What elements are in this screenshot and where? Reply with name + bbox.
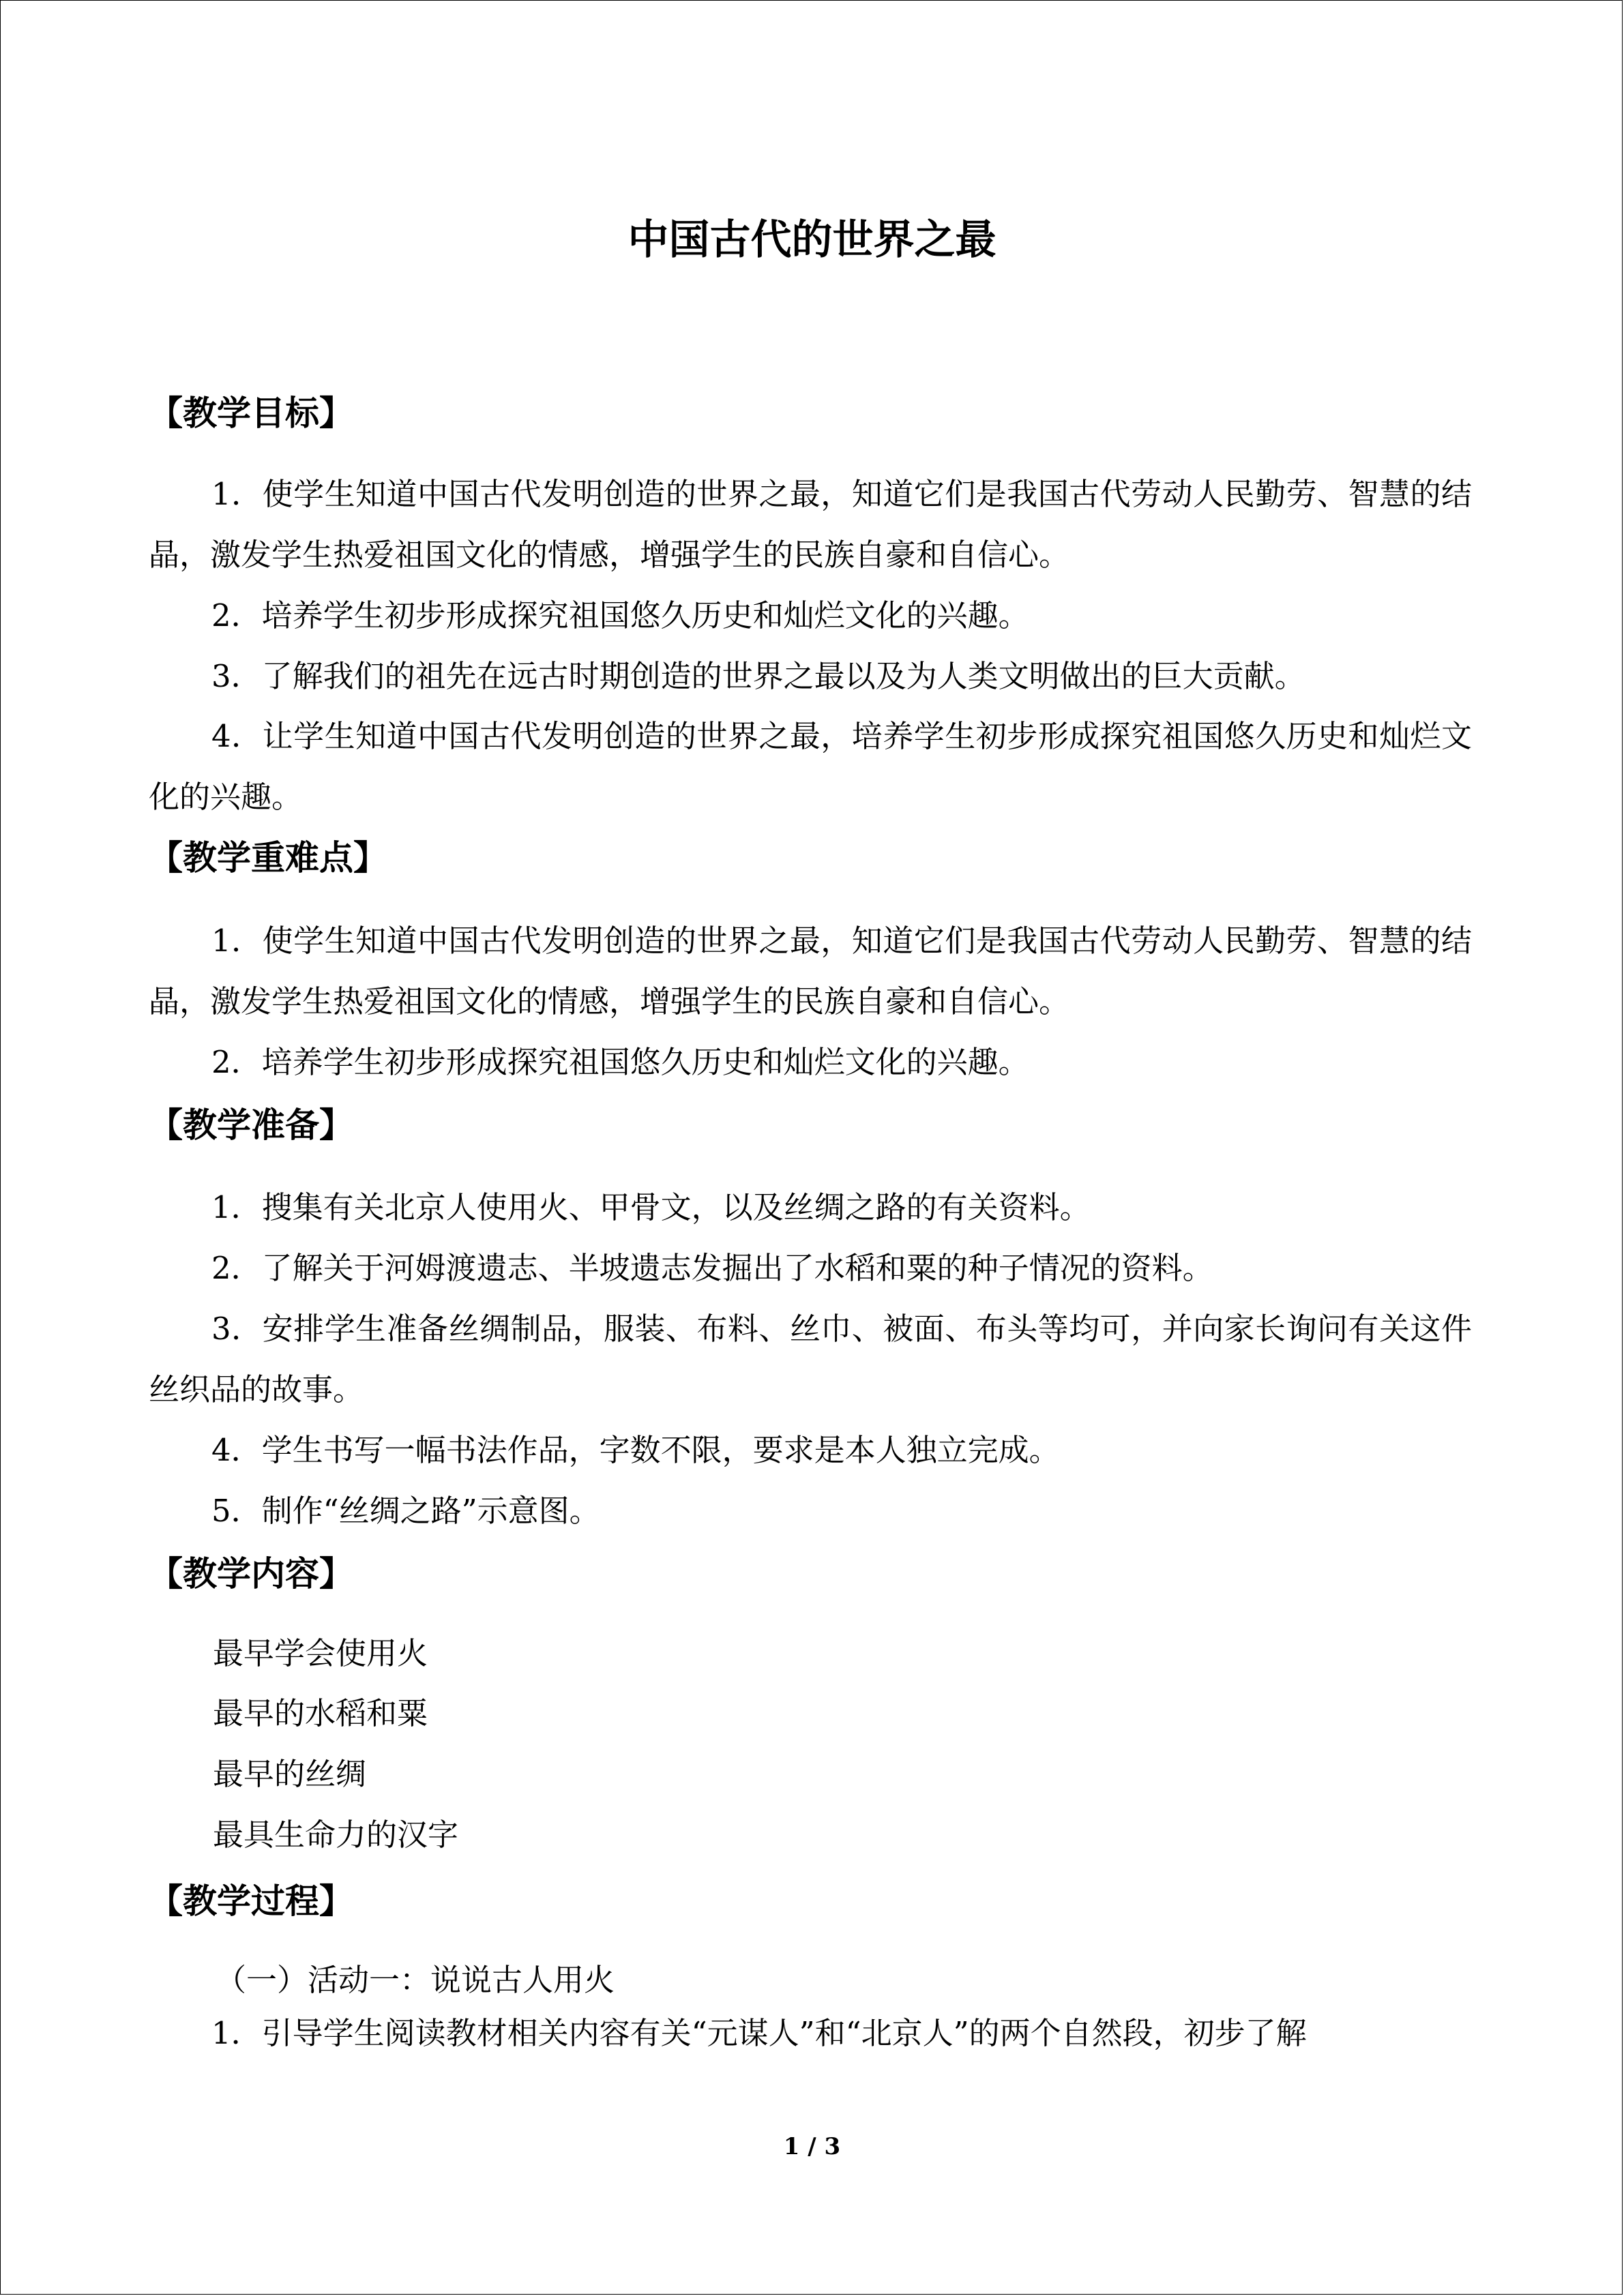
content-item-3: 最早的丝绸	[213, 1756, 367, 1792]
section-heading-content: 【教学内容】	[149, 1554, 353, 1594]
document-title: 中国古代的世界之最	[628, 216, 996, 264]
section-heading-goals: 【教学目标】	[149, 393, 353, 433]
key-points-paragraph-1: 1．使学生知道中国古代发明创造的世界之最，知道它们是我国古代劳动人民勤劳、智慧的结晶，激发学生热爱祖国文化的情感，增强学生的民族自豪和自信心。	[149, 923, 1472, 1019]
section-heading-key-points: 【教学重难点】	[149, 838, 387, 878]
goals-paragraph-3: 3．了解我们的祖先在远古时期创造的世界之最以及为人类文明做出的巨大贡献。	[211, 658, 1305, 694]
process-activity-heading: （一）活动一：说说古人用火	[216, 1962, 615, 1998]
preparation-paragraph-1: 1．搜集有关北京人使用火、甲骨文，以及丝绸之路的有关资料。	[211, 1189, 1091, 1225]
content-item-1: 最早学会使用火	[213, 1635, 428, 1671]
section-heading-process: 【教学过程】	[149, 1881, 353, 1921]
preparation-paragraph-4: 4．学生书写一幅书法作品，字数不限，要求是本人独立完成。	[211, 1432, 1060, 1468]
goals-paragraph-1: 1．使学生知道中国古代发明创造的世界之最，知道它们是我国古代劳动人民勤劳、智慧的结晶，激发学生热爱祖国文化的情感，增强学生的民族自豪和自信心。	[149, 476, 1472, 573]
goals-paragraph-4: 4．让学生知道中国古代发明创造的世界之最，培养学生初步形成探究祖国悠久历史和灿烂文化的兴趣。	[149, 718, 1472, 815]
section-heading-preparation: 【教学准备】	[149, 1105, 353, 1145]
preparation-paragraph-5: 5．制作“丝绸之路”示意图。	[211, 1493, 600, 1529]
page-number: 1 / 3	[783, 2133, 841, 2160]
process-paragraph-1: 1．引导学生阅读教材相关内容有关“元谋人”和“北京人”的两个自然段，初步了解	[211, 2015, 1307, 2051]
content-item-2: 最早的水稻和粟	[213, 1695, 428, 1731]
preparation-paragraph-3: 3．安排学生准备丝绸制品，服装、布料、丝巾、被面、布头等均可，并向家长询问有关这件丝织品的故事。	[149, 1311, 1472, 1407]
content-item-4: 最具生命力的汉字	[213, 1817, 459, 1853]
key-points-paragraph-2: 2．培养学生初步形成探究祖国悠久历史和灿烂文化的兴趣。	[211, 1044, 1029, 1080]
goals-paragraph-2: 2．培养学生初步形成探究祖国悠久历史和灿烂文化的兴趣。	[211, 597, 1029, 633]
preparation-paragraph-2: 2．了解关于河姆渡遗志、半坡遗志发掘出了水稻和粟的种子情况的资料。	[211, 1250, 1213, 1286]
